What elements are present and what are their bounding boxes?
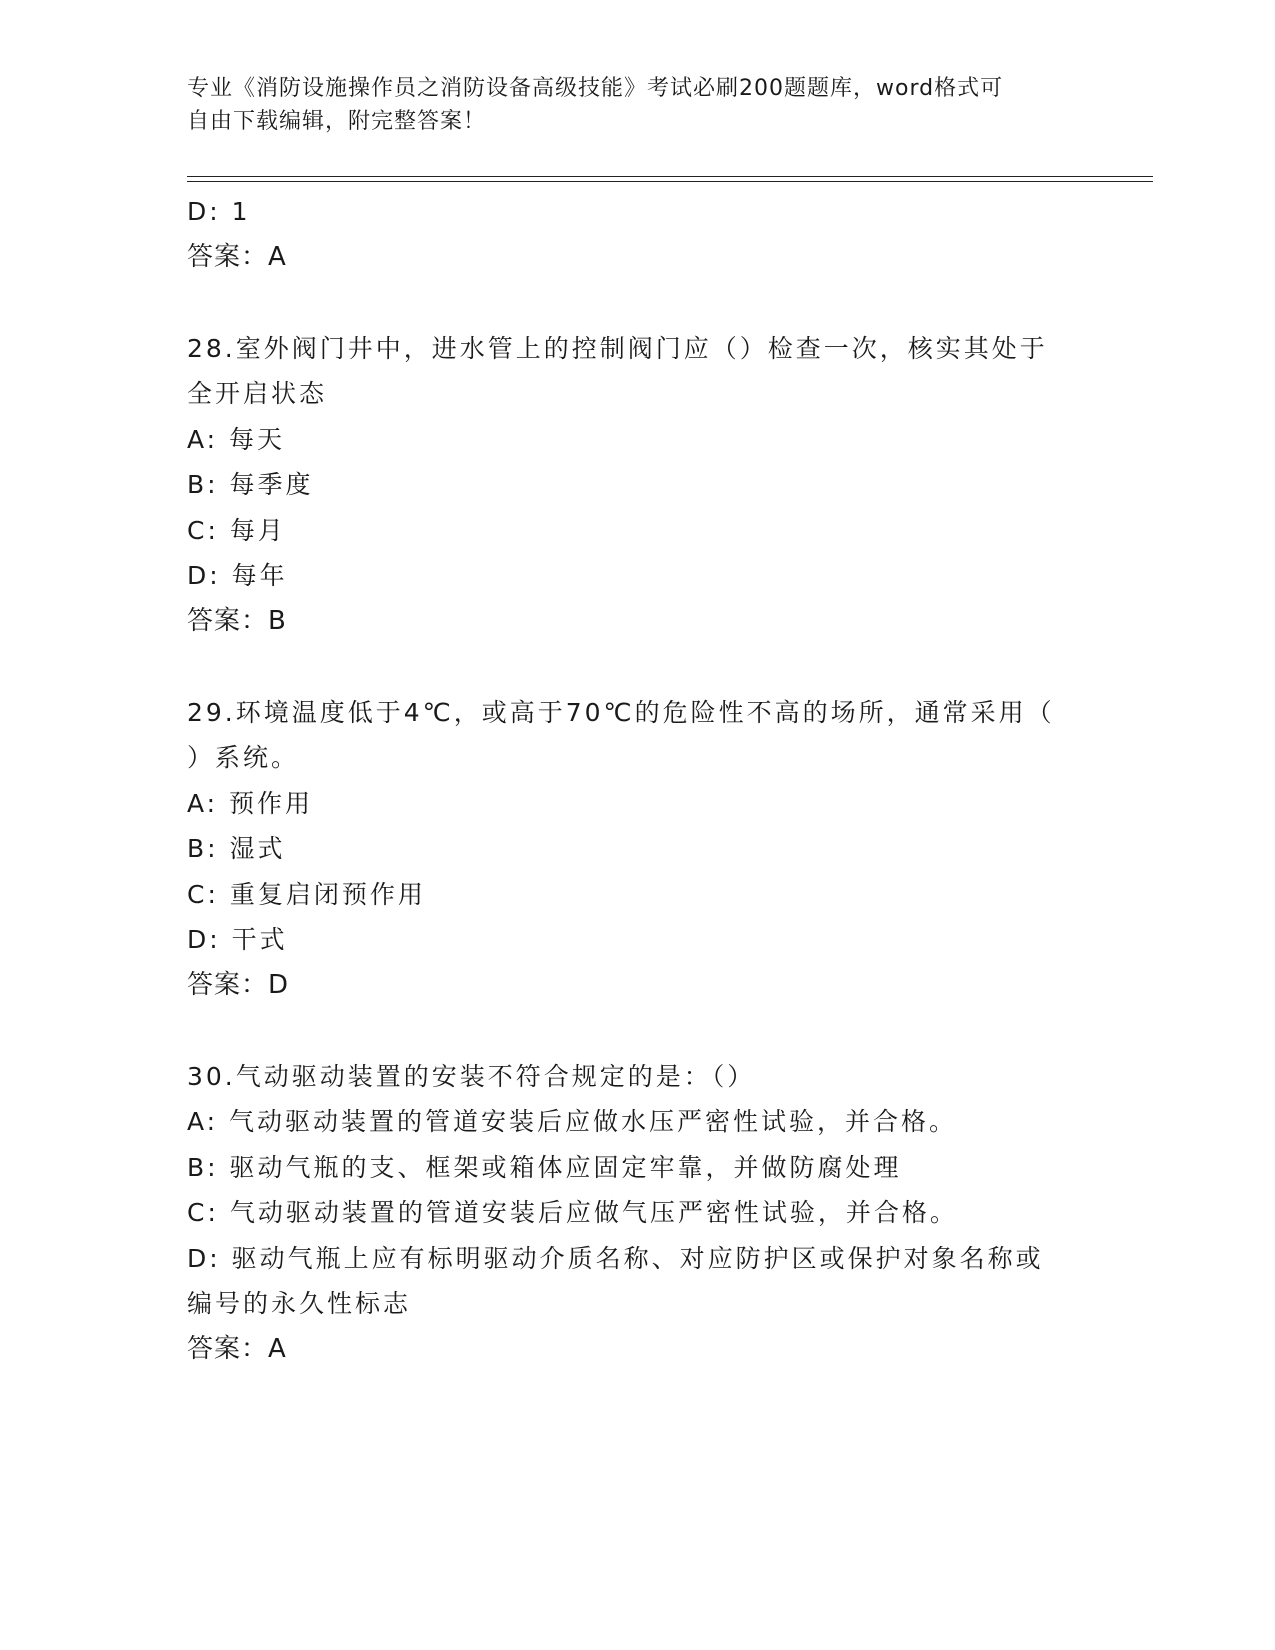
question-stem: 29.环境温度低于4℃，或高于70℃的危险性不高的场所，通常采用（ xyxy=(187,697,1055,727)
spacer xyxy=(187,280,1087,326)
option-d: D: 驱动气瓶上应有标明驱动介质名称、对应防护区或保护对象名称或 xyxy=(187,1243,1044,1273)
header-divider-bottom xyxy=(187,181,1153,182)
option-d: D: 1 xyxy=(187,197,251,226)
question-stem: ）系统。 xyxy=(187,743,300,772)
option-c: C: 重复启闭预作用 xyxy=(187,879,426,909)
answer-line: 答案：B xyxy=(187,605,287,636)
option-d-continued: 编号的永久性标志 xyxy=(187,1289,412,1318)
question-29 xyxy=(187,690,1087,1009)
spacer xyxy=(187,1008,1087,1054)
option-b: B: 驱动气瓶的支、框架或箱体应固定牢靠，并做防腐处理 xyxy=(187,1152,902,1182)
header-divider-top xyxy=(187,176,1153,177)
previous-question-tail xyxy=(187,189,1087,280)
question-stem: 28.室外阀门井中，进水管上的控制阀门应（）检查一次，核实其处于 xyxy=(187,333,1048,363)
option-c: C: 每月 xyxy=(187,515,286,545)
option-a: A: 预作用 xyxy=(187,788,314,818)
option-a: A: 气动驱动装置的管道安装后应做水压严密性试验，并合格。 xyxy=(187,1107,958,1136)
question-28 xyxy=(187,326,1087,645)
answer-line: 答案：A xyxy=(187,241,287,272)
option-d: D: 干式 xyxy=(187,925,288,954)
question-stem: 30.气动驱动装置的安装不符合规定的是：（） xyxy=(187,1061,756,1091)
option-c: C: 气动驱动装置的管道安装后应做气压严密性试验，并合格。 xyxy=(187,1198,958,1227)
spacer xyxy=(187,644,1087,690)
option-a: A: 每天 xyxy=(187,424,286,454)
option-d: D: 每年 xyxy=(187,561,288,590)
answer-line: 答案：D xyxy=(187,969,290,1000)
header-line-1: 专业《消防设施操作员之消防设备高级技能》考试必刷200题题库，word格式可 xyxy=(187,76,1004,101)
header-line-2: 自由下载编辑，附完整答案！ xyxy=(187,109,487,134)
option-b: B: 湿式 xyxy=(187,834,286,863)
question-stem: 全开启状态 xyxy=(187,379,328,408)
answer-line: 答案：A xyxy=(187,1333,287,1364)
question-list xyxy=(187,189,1087,1372)
document-header xyxy=(187,72,1067,138)
option-b: B: 每季度 xyxy=(187,470,314,499)
question-30 xyxy=(187,1054,1087,1373)
